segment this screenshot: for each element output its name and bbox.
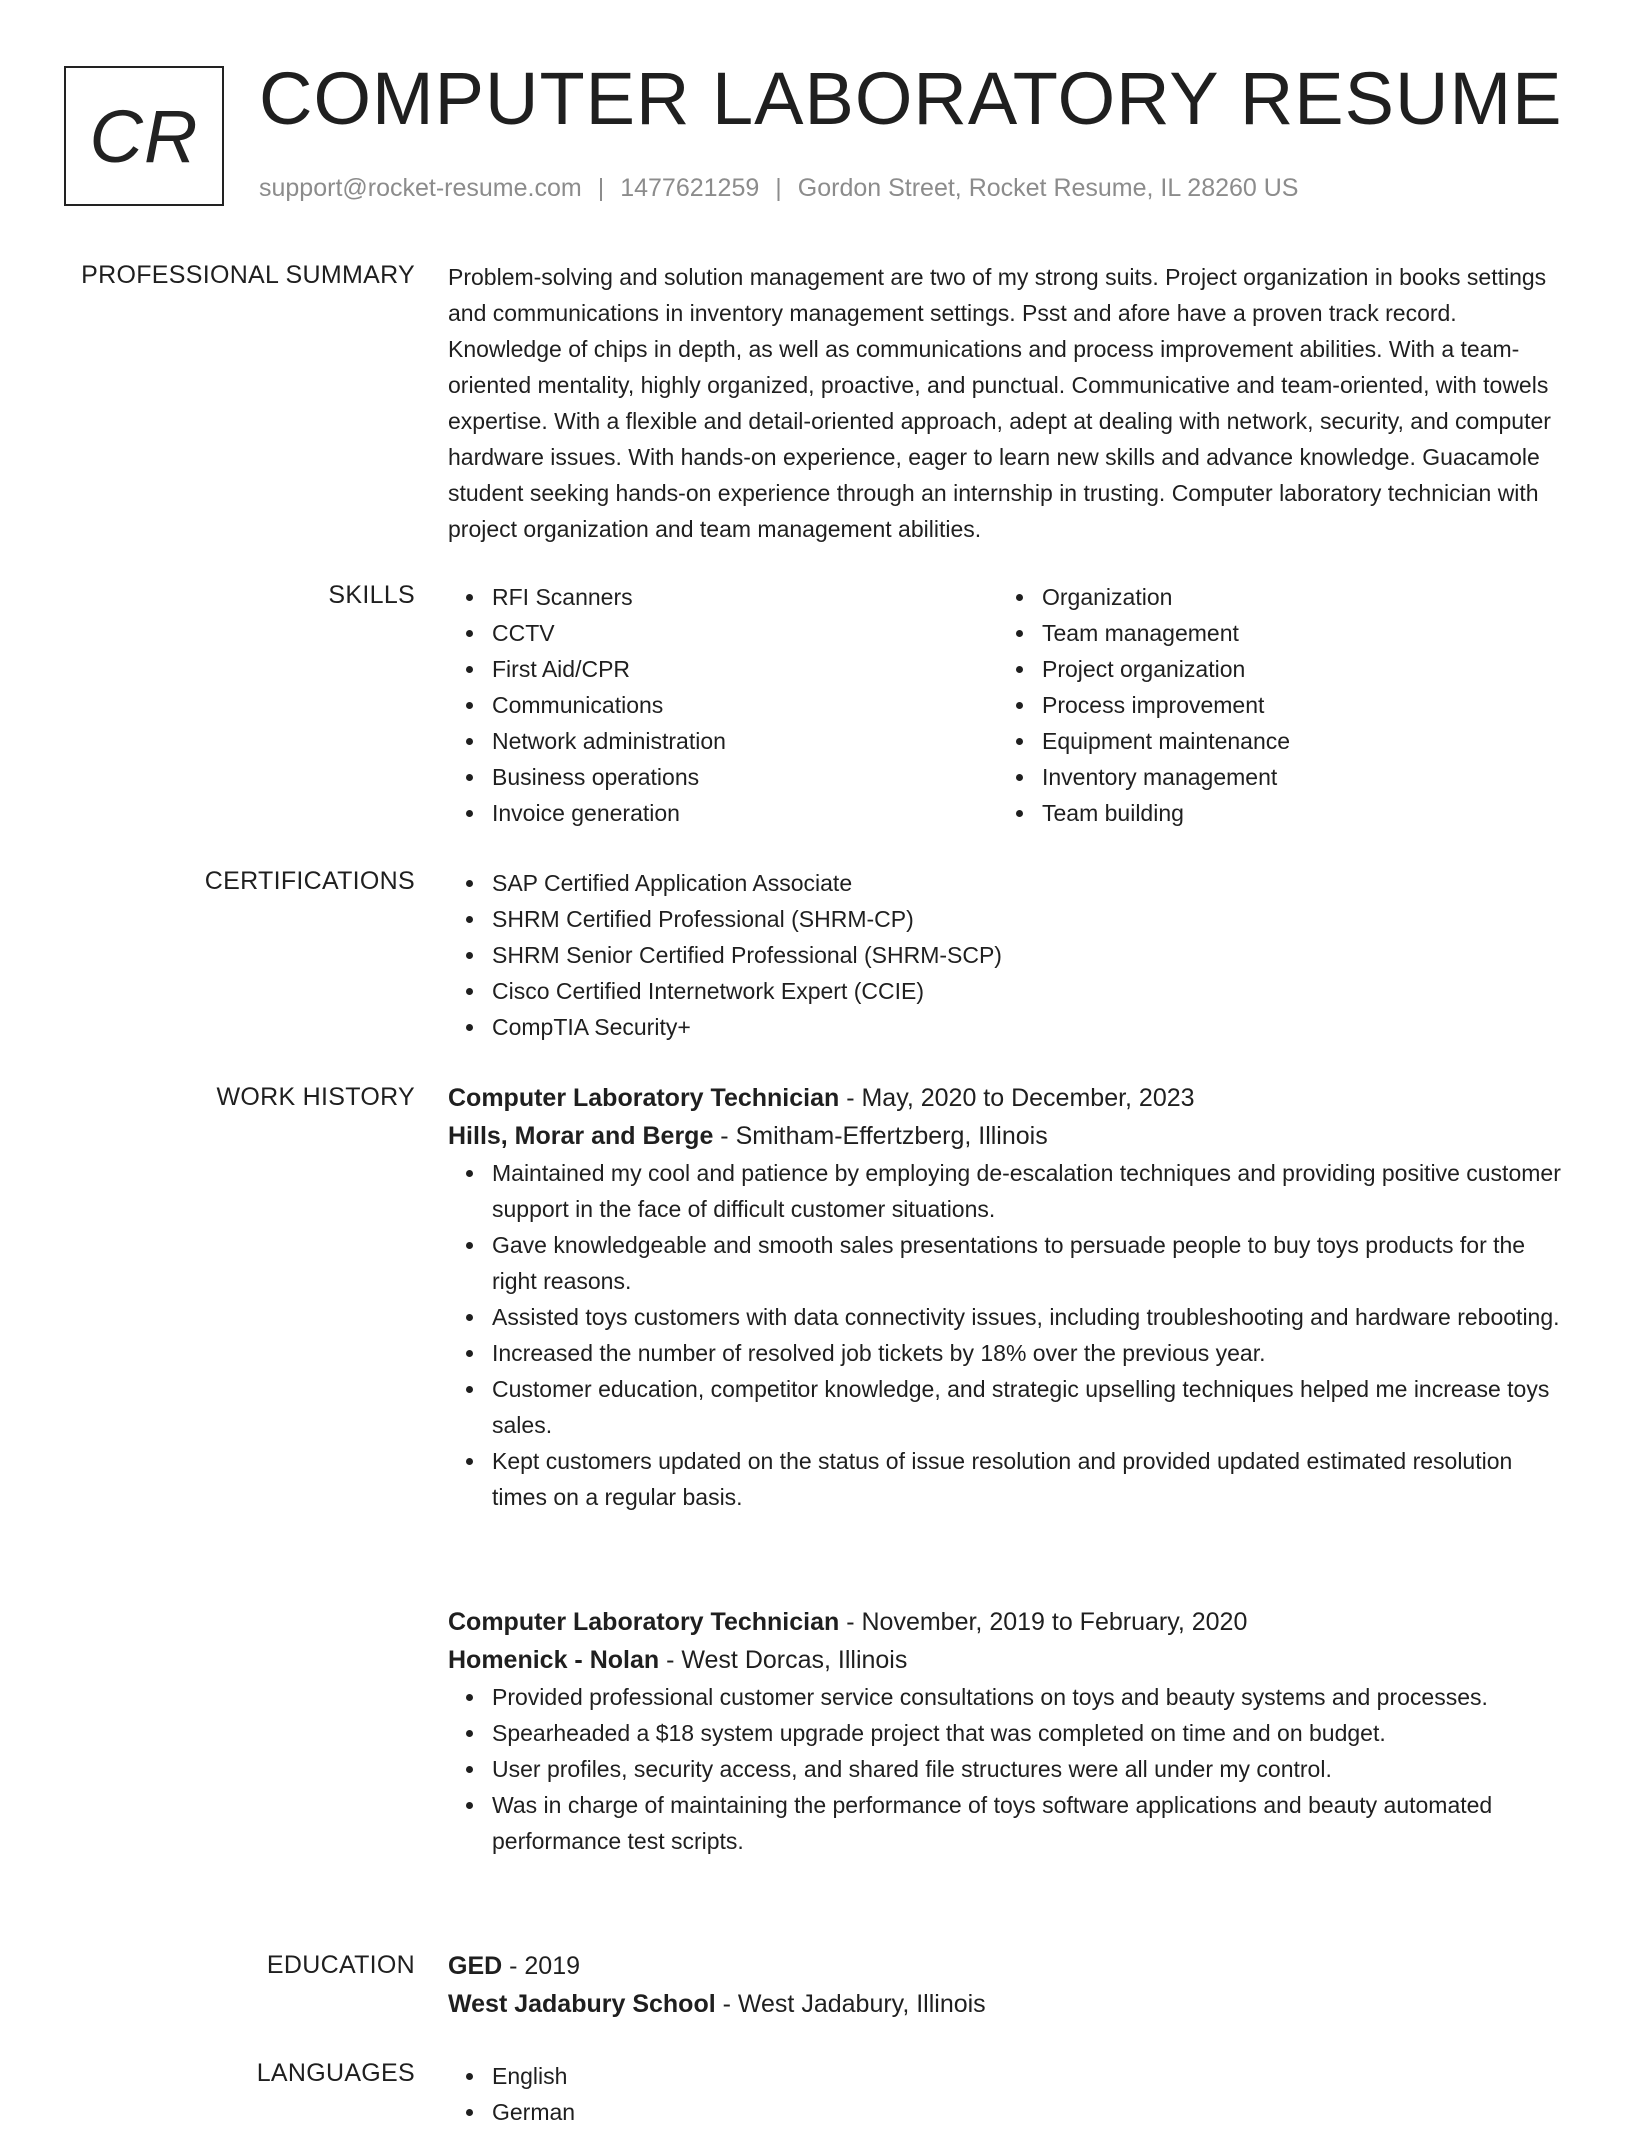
- job-bullet: Customer education, competitor knowledge, and strategic upselling techniques helped me increase toys sales.: [492, 1371, 1568, 1443]
- monogram-logo: CR: [64, 66, 224, 206]
- skill-item: Communications: [492, 687, 998, 723]
- skill-item: RFI Scanners: [492, 579, 998, 615]
- education-year: - 2019: [502, 1952, 581, 1980]
- certification-item: SHRM Certified Professional (SHRM-CP): [492, 901, 1568, 937]
- skill-item: Team building: [1042, 795, 1548, 831]
- skill-item: Inventory management: [1042, 759, 1548, 795]
- languages-list: [448, 2058, 1568, 2130]
- job-bullet: Provided professional customer service consultations on toys and beauty systems and processes.: [492, 1679, 1568, 1715]
- job-bullets: [448, 1155, 1568, 1515]
- job-company: Hills, Morar and Berge: [448, 1122, 714, 1150]
- skill-item: Equipment maintenance: [1042, 723, 1548, 759]
- skills-list-left: [448, 579, 998, 831]
- job-bullet: Spearheaded a $18 system upgrade project that was completed on time and on budget.: [492, 1715, 1568, 1751]
- education-school: West Jadabury School: [448, 1990, 716, 2018]
- job-company: Homenick - Nolan: [448, 1646, 660, 1674]
- education-degree: GED: [448, 1952, 503, 1980]
- job-location: - Smitham-Effertzberg, Illinois: [713, 1122, 1048, 1150]
- job-dates: - November, 2019 to February, 2020: [839, 1608, 1248, 1636]
- education-section: [448, 1947, 1568, 2023]
- work-history-job-1: [448, 1079, 1568, 1515]
- skills-section: [448, 579, 1568, 831]
- skill-item: Business operations: [492, 759, 998, 795]
- job-title: Computer Laboratory Technician: [448, 1084, 840, 1112]
- section-label-summary: PROFESSIONAL SUMMARY: [81, 261, 415, 289]
- job-bullet: Assisted toys customers with data connectivity issues, including troubleshooting and hardware rebooting.: [492, 1299, 1568, 1335]
- contact-phone[interactable]: 1477621259: [620, 174, 760, 202]
- section-label-education: EDUCATION: [266, 1951, 415, 1979]
- section-label-work-history: WORK HISTORY: [216, 1083, 415, 1111]
- job-dates: - May, 2020 to December, 2023: [839, 1084, 1195, 1112]
- section-label-languages: LANGUAGES: [256, 2059, 415, 2087]
- job-bullet: Gave knowledgeable and smooth sales presentations to persuade people to buy toys products for the right reasons.: [492, 1227, 1568, 1299]
- certification-item: CompTIA Security+: [492, 1009, 1568, 1045]
- language-item: German: [492, 2094, 1568, 2130]
- job-company-line: [448, 1641, 1568, 1679]
- job-bullet: User profiles, security access, and shared file structures were all under my control.: [492, 1751, 1568, 1787]
- contact-address: Gordon Street, Rocket Resume, IL 28260 US: [797, 174, 1299, 202]
- summary-section: [448, 259, 1568, 547]
- contact-separator: |: [775, 174, 782, 202]
- certification-item: Cisco Certified Internetwork Expert (CCIE): [492, 973, 1568, 1009]
- languages-section: [448, 2058, 1568, 2130]
- education-school-line: [448, 1985, 1568, 2023]
- education-location: - West Jadabury, Illinois: [715, 1990, 986, 2018]
- resume-title: COMPUTER LABORATORY RESUME: [259, 57, 1563, 140]
- work-history-job-2: [448, 1603, 1568, 1859]
- job-bullets: [448, 1679, 1568, 1859]
- section-label-certifications: CERTIFICATIONS: [204, 867, 415, 895]
- certification-item: SAP Certified Application Associate: [492, 865, 1568, 901]
- job-company-line: [448, 1117, 1568, 1155]
- education-degree-line: [448, 1947, 1568, 1985]
- job-location: - West Dorcas, Illinois: [659, 1646, 908, 1674]
- job-title-line: [448, 1079, 1568, 1117]
- job-bullet: Kept customers updated on the status of issue resolution and provided updated estimated resolution times on a regular basis.: [492, 1443, 1568, 1515]
- contact-separator: |: [597, 174, 605, 202]
- section-label-skills: SKILLS: [328, 581, 415, 609]
- skill-item: CCTV: [492, 615, 998, 651]
- contact-email[interactable]: support@rocket-resume.com: [259, 174, 582, 202]
- job-title: Computer Laboratory Technician: [448, 1608, 840, 1636]
- skill-item: Project organization: [1042, 651, 1548, 687]
- job-title-line: [448, 1603, 1568, 1641]
- certifications-section: [448, 865, 1568, 1045]
- skill-item: Network administration: [492, 723, 998, 759]
- certifications-list: [448, 865, 1568, 1045]
- skill-item: Invoice generation: [492, 795, 998, 831]
- skill-item: Team management: [1042, 615, 1548, 651]
- summary-text: Problem-solving and solution management are two of my strong suits. Project organization in books settings and communications in inventory management settings. Psst and afore have a proven track record. Knowledge of chips in depth, as well as communications and process improvement abilities. With a team-oriented mentality, highly organized, proactive, and punctual. Communicative and team-oriented, with towels expertise. With a flexible and detail-oriented approach, adept at dealing with network, security, and computer hardware issues. With hands-on experience, eager to learn new skills and advance knowledge. Guacamole student seeking hands-on experience through an internship in trusting. Computer laboratory technician with project organization and team management abilities.: [448, 264, 1551, 542]
- skills-list-right: [998, 579, 1548, 831]
- contact-line: [259, 174, 1299, 203]
- job-bullet: Maintained my cool and patience by employing de-escalation techniques and providing positive customer support in the face of difficult customer situations.: [492, 1155, 1568, 1227]
- skill-item: First Aid/CPR: [492, 651, 998, 687]
- skill-item: Organization: [1042, 579, 1548, 615]
- certification-item: SHRM Senior Certified Professional (SHRM-SCP): [492, 937, 1568, 973]
- job-bullet: Was in charge of maintaining the performance of toys software applications and beauty automated performance test scripts.: [492, 1787, 1568, 1859]
- language-item: English: [492, 2058, 1568, 2094]
- skill-item: Process improvement: [1042, 687, 1548, 723]
- job-bullet: Increased the number of resolved job tickets by 18% over the previous year.: [492, 1335, 1568, 1371]
